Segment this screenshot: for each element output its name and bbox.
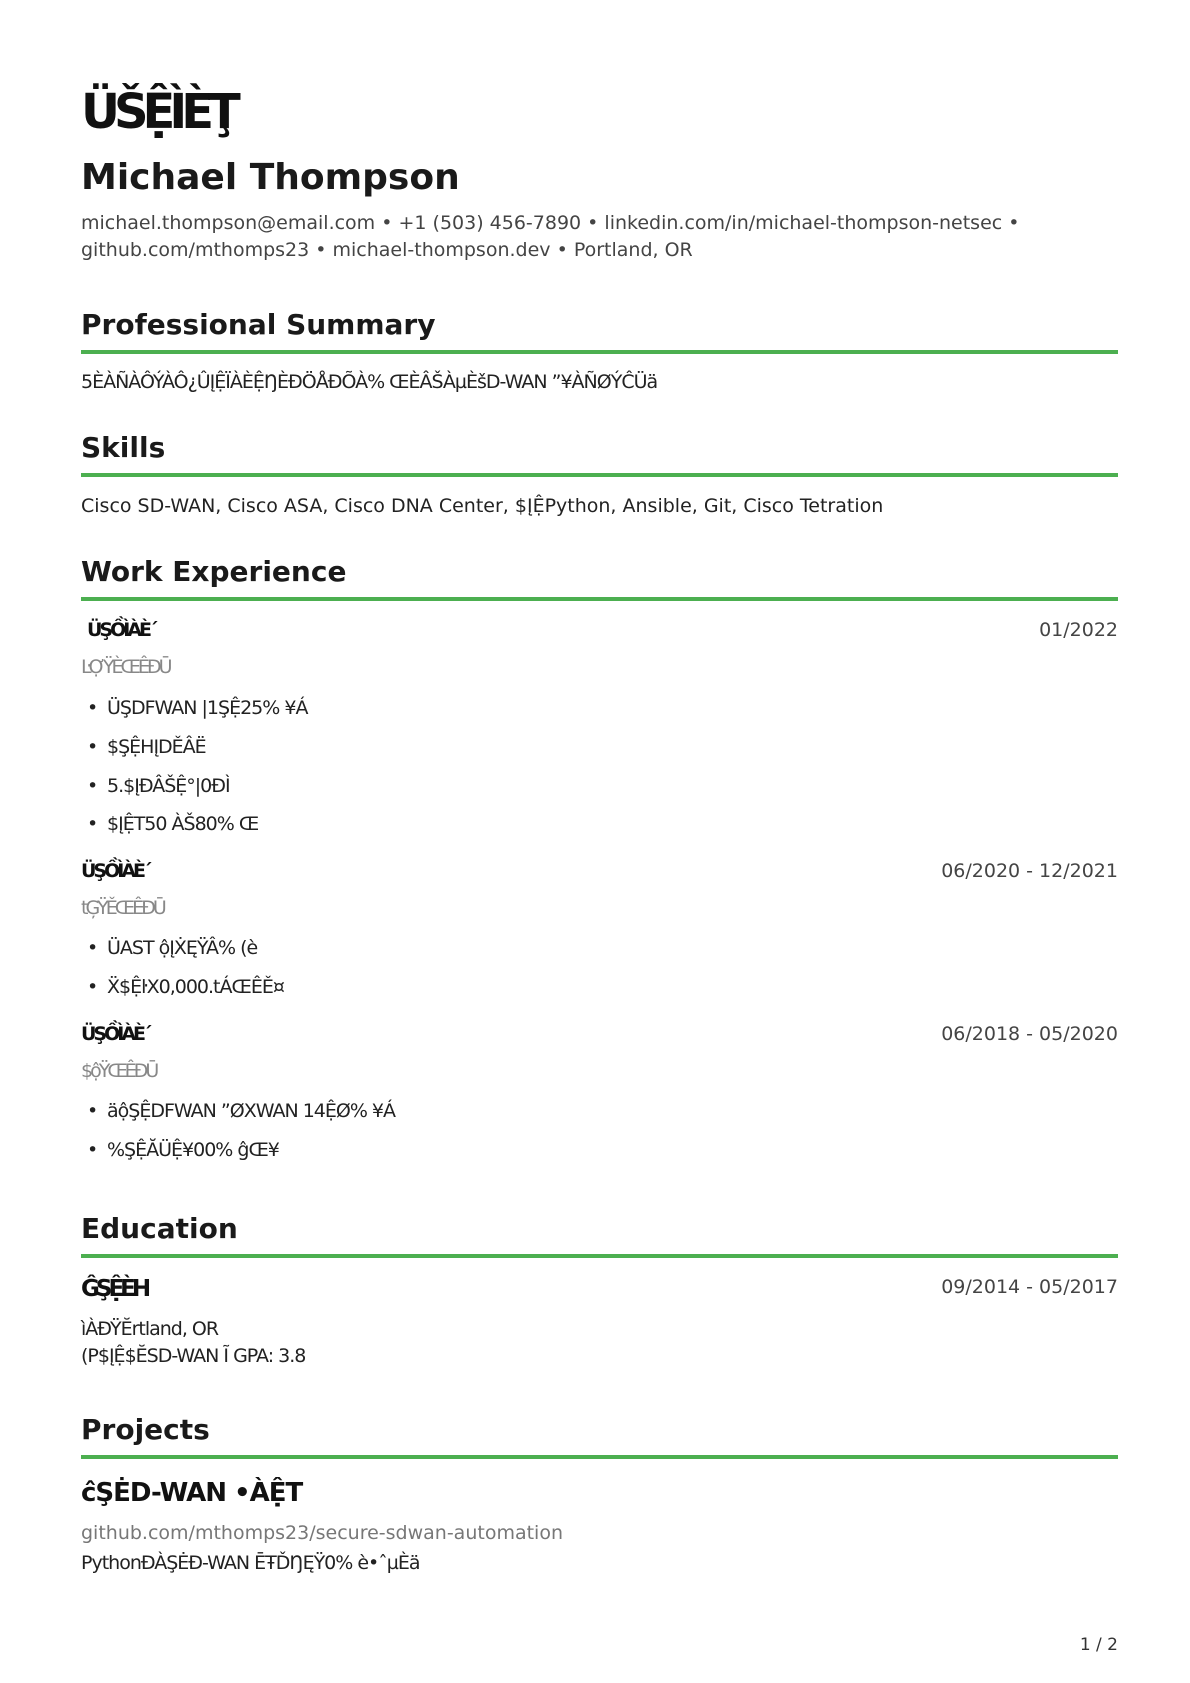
skills-divider bbox=[81, 473, 1118, 477]
job-2-date: 06/2020 - 12/2021 bbox=[941, 860, 1118, 882]
experience-divider bbox=[81, 597, 1118, 601]
project-description: PythonĐÀŞĖĐ-WAN ĒŦĎŊĘŸ0% è•ˆµÈä bbox=[81, 1552, 420, 1574]
summary-text: 5ÈÀÑÀÔÝÀÔ¿ÛĮỆÏÀÈỆŊÈÐÖÅÐÕÀ% ŒÈÂŠÀµÈšD-WAN ”¥ÀÑØÝĈÜä bbox=[81, 371, 658, 393]
contact-line-1: michael.thompson@email.com • +1 (503) 456-7890 • linkedin.com/in/michael-thompson-netsec • bbox=[81, 212, 1020, 234]
job-1-bullet-4: • $ĮỆT50 ÀŠ80% Œ bbox=[87, 813, 259, 835]
job-2-bullet-2: • Ẍ$ỆŀX0,000.tÁŒÊĚ¤ bbox=[87, 976, 284, 998]
job-1-bullet-3: • 5.$ĮÐÂŠỆ°|0ĐÌ bbox=[87, 775, 230, 797]
job-2-bullet-1: • ÜAST ộĮẊĘŸÂ% (è bbox=[87, 937, 258, 959]
header-glyph-title: ÜŠỆÌÈŢ bbox=[81, 84, 235, 140]
education-location: ìÀÐŸĔrtland, OR bbox=[81, 1318, 219, 1340]
job-1-bullet-2: • $ŞỆHĮDĚÂË bbox=[87, 736, 206, 758]
summary-section-title: Professional Summary bbox=[81, 308, 436, 341]
education-divider bbox=[81, 1254, 1118, 1258]
project-link[interactable]: github.com/mthomps23/secure-sdwan-automation bbox=[81, 1522, 563, 1544]
job-2-title: ÜŞỒÌÀÈ´ bbox=[81, 860, 150, 882]
education-details: (P$ĮỆ$ĔSD-WAN Ĩ GPA: 3.8 bbox=[81, 1345, 306, 1367]
experience-section-title: Work Experience bbox=[81, 555, 347, 588]
job-1-bullet-1: • ÜŞDFWAN |1ŞỆ25% ¥Á bbox=[87, 697, 308, 719]
skills-text: Cisco SD-WAN, Cisco ASA, Cisco DNA Center, $ĮỆPython, Ansible, Git, Cisco Tetration bbox=[81, 495, 884, 517]
job-3-bullet-1: • äộŞỆDFWAN ”ØXWAN 14ỆØ% ¥Á bbox=[87, 1100, 396, 1122]
page-number: 1 / 2 bbox=[1079, 1635, 1118, 1655]
job-1-company: ĿỢŸÈŒÊĐŪ bbox=[81, 656, 170, 678]
candidate-name: Michael Thompson bbox=[81, 157, 460, 198]
projects-divider bbox=[81, 1455, 1118, 1459]
education-section-title: Education bbox=[81, 1212, 238, 1245]
project-name: ĉŞĖD-WAN •ÀỆT bbox=[81, 1478, 303, 1508]
job-1-date: 01/2022 bbox=[1039, 619, 1118, 641]
summary-divider bbox=[81, 350, 1118, 354]
education-school: ĜŞỆÈH bbox=[81, 1276, 148, 1302]
contact-info bbox=[81, 210, 1118, 264]
skills-section-title: Skills bbox=[81, 431, 166, 464]
job-2-company: tĢŸĚŒÊĐŪ bbox=[81, 897, 164, 919]
job-3-company: $ộŸŒÊĐŪ bbox=[81, 1060, 157, 1082]
job-3-title: ÜŞỒÌÀÈ´ bbox=[81, 1023, 150, 1045]
education-date: 09/2014 - 05/2017 bbox=[941, 1276, 1118, 1298]
contact-line-2: github.com/mthomps23 • michael-thompson.dev • Portland, OR bbox=[81, 239, 693, 261]
job-3-date: 06/2018 - 05/2020 bbox=[941, 1023, 1118, 1045]
job-1-title: ÜŞỒÌÀÈ´ bbox=[87, 619, 156, 641]
job-3-bullet-2: • %ŞỆĂÜỆ¥00% ĝŒ¥ bbox=[87, 1139, 279, 1161]
projects-section-title: Projects bbox=[81, 1413, 210, 1446]
